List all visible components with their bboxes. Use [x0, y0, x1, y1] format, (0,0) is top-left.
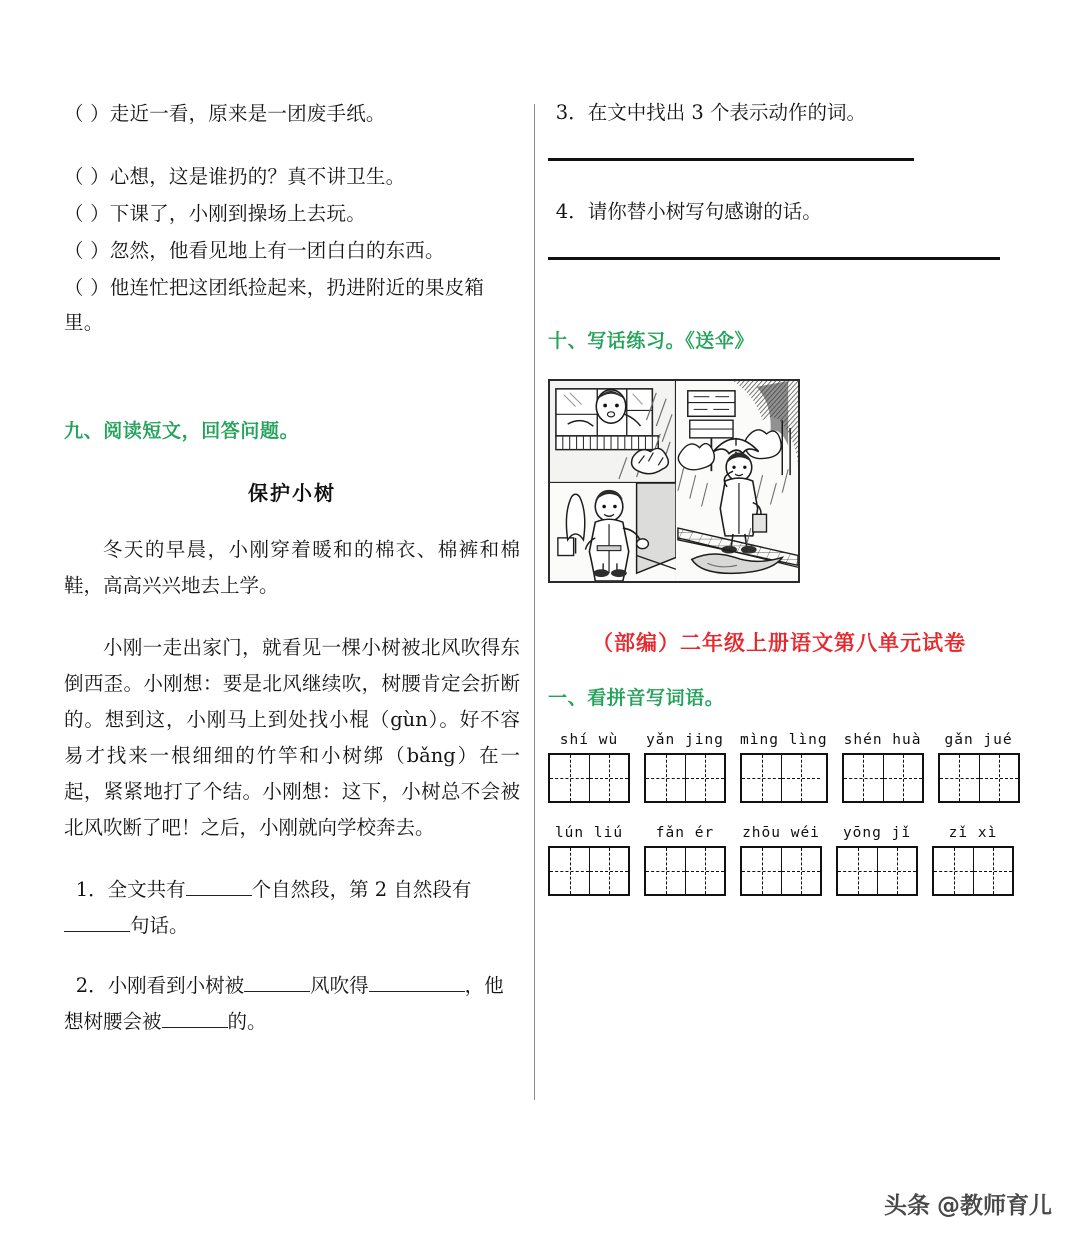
- grid-cell[interactable]: [646, 755, 685, 801]
- pinyin-label: yǎn jing: [646, 732, 724, 748]
- pinyin-group: [644, 732, 726, 803]
- grid-cell[interactable]: [877, 848, 916, 894]
- grid-cell[interactable]: [685, 848, 724, 894]
- tianzige-grid[interactable]: [932, 846, 1014, 896]
- grid-cell[interactable]: [781, 848, 820, 894]
- ordering-exercise: [64, 96, 520, 340]
- watermark: [884, 1187, 1052, 1220]
- column-divider: [534, 104, 535, 1100]
- grid-cell[interactable]: [934, 848, 973, 894]
- grid-cell[interactable]: [844, 755, 883, 801]
- question-1: [64, 872, 520, 944]
- pinyin-group: [548, 825, 630, 896]
- section-heading-ten: 十、写话练习。《送伞》: [548, 330, 755, 352]
- grid-cell[interactable]: [589, 848, 628, 894]
- pinyin-group: [836, 825, 918, 896]
- tianzige-grid[interactable]: [740, 846, 822, 896]
- pinyin-label: shí wù: [559, 732, 619, 748]
- right-column: [548, 96, 1013, 896]
- question-1-part-b: 个自然段，第 2 自然段有: [251, 878, 472, 901]
- ordering-item: （ ）他连忙把这团纸捡起来，扔进附近的果皮箱里。: [64, 276, 485, 334]
- tianzige-grid[interactable]: [836, 846, 918, 896]
- tianzige-grid[interactable]: [842, 753, 924, 803]
- tianzige-grid[interactable]: [938, 753, 1020, 803]
- question-2-part-a: 2．小刚看到小树被: [75, 974, 245, 997]
- pinyin-group: [938, 732, 1020, 803]
- pinyin-label: gǎn jué: [944, 732, 1013, 748]
- passage-paragraph: 小刚一走出家门，就看见一棵小树被北风吹得东倒西歪。小刚想：要是北风继续吹，树腰肯定会折断的。想到这，小刚马上到处找小棍（gùn）。好不容易才找来一根细细的竹竿和小树绑（bǎng）在一起，紧紧地打了个结。小刚想：这下，小树总不会被北风吹断了吧！之后，小刚就向学校奔去。: [64, 636, 520, 839]
- grid-cell[interactable]: [646, 848, 685, 894]
- question-2-part-d: 的。: [227, 1010, 267, 1033]
- grid-cell[interactable]: [589, 755, 628, 801]
- pinyin-group: [548, 732, 630, 803]
- section-one: [548, 683, 1013, 896]
- pinyin-label: zhōu wéi: [742, 825, 820, 841]
- question-1-part-a: 1．全文共有: [75, 878, 186, 901]
- answer-blank[interactable]: [162, 1027, 228, 1028]
- grid-cell[interactable]: [940, 755, 979, 801]
- exam-title: （部编）二年级上册语文第八单元试卷: [592, 631, 966, 655]
- question-2-part-c: ，他想树腰会被: [64, 974, 504, 1033]
- ordering-item: （ ）心想，这是谁扔的？真不讲卫生。: [64, 165, 406, 188]
- watermark-prefix: 头条: [884, 1193, 930, 1219]
- question-1-part-c: 句话。: [130, 914, 189, 937]
- song-san-comic-illustration: [548, 379, 800, 583]
- pinyin-label: lún liú: [554, 825, 624, 841]
- section-heading-one: 一、看拼音写词语。: [548, 687, 725, 709]
- answer-blank[interactable]: [369, 991, 465, 992]
- tianzige-grid[interactable]: [740, 753, 828, 803]
- grid-cell[interactable]: [781, 755, 820, 801]
- grid-cell[interactable]: [742, 848, 781, 894]
- grid-cell[interactable]: [550, 755, 589, 801]
- question-2: [64, 968, 520, 1040]
- grid-cell[interactable]: [742, 755, 781, 801]
- comic-svg: [548, 379, 800, 583]
- grid-cell[interactable]: [550, 848, 589, 894]
- pinyin-group: [932, 825, 1014, 896]
- section-heading-nine: 九、阅读短文，回答问题。: [64, 420, 300, 442]
- pinyin-group: [740, 732, 828, 803]
- grid-cell[interactable]: [979, 755, 1018, 801]
- question-3: 3．在文中找出 3 个表示动作的词。: [555, 101, 867, 124]
- pinyin-group: [644, 825, 726, 896]
- left-column: [64, 96, 520, 1064]
- pinyin-group: [842, 732, 924, 803]
- pinyin-label: shén huà: [843, 732, 922, 748]
- grid-cell[interactable]: [685, 755, 724, 801]
- answer-blank[interactable]: [186, 895, 252, 896]
- pinyin-label: mìng lìng: [740, 732, 828, 748]
- grid-cell[interactable]: [973, 848, 1012, 894]
- ordering-item: （ ）忽然，他看见地上有一团白白的东西。: [64, 239, 445, 262]
- pinyin-label: yōng jǐ: [842, 825, 912, 841]
- grid-cell[interactable]: [838, 848, 877, 894]
- tianzige-grid[interactable]: [548, 846, 630, 896]
- passage-paragraph: 冬天的早晨，小刚穿着暖和的棉衣、棉裤和棉鞋，高高兴兴地去上学。: [64, 538, 520, 597]
- watermark-handle: @教师育儿: [937, 1193, 1052, 1219]
- ordering-item: （ ）下课了，小刚到操场上去玩。: [64, 202, 366, 225]
- question-2-part-b: 风吹得: [310, 974, 369, 997]
- answer-blank[interactable]: [64, 931, 130, 932]
- pinyin-group: [740, 825, 822, 896]
- tianzige-grid[interactable]: [548, 753, 630, 803]
- pinyin-label: zǐ xì: [948, 825, 998, 841]
- passage-title: 保护小树: [248, 481, 336, 505]
- ordering-item: （ ）走近一看，原来是一团废手纸。: [64, 102, 386, 125]
- pinyin-label: fǎn ér: [655, 825, 715, 841]
- pinyin-row: [548, 732, 1013, 803]
- tianzige-grid[interactable]: [644, 846, 726, 896]
- tianzige-grid[interactable]: [644, 753, 726, 803]
- answer-blank[interactable]: [244, 991, 310, 992]
- grid-cell[interactable]: [883, 755, 922, 801]
- pinyin-row: [548, 825, 1010, 896]
- question-4: 4．请你替小树写句感谢的话。: [555, 200, 822, 223]
